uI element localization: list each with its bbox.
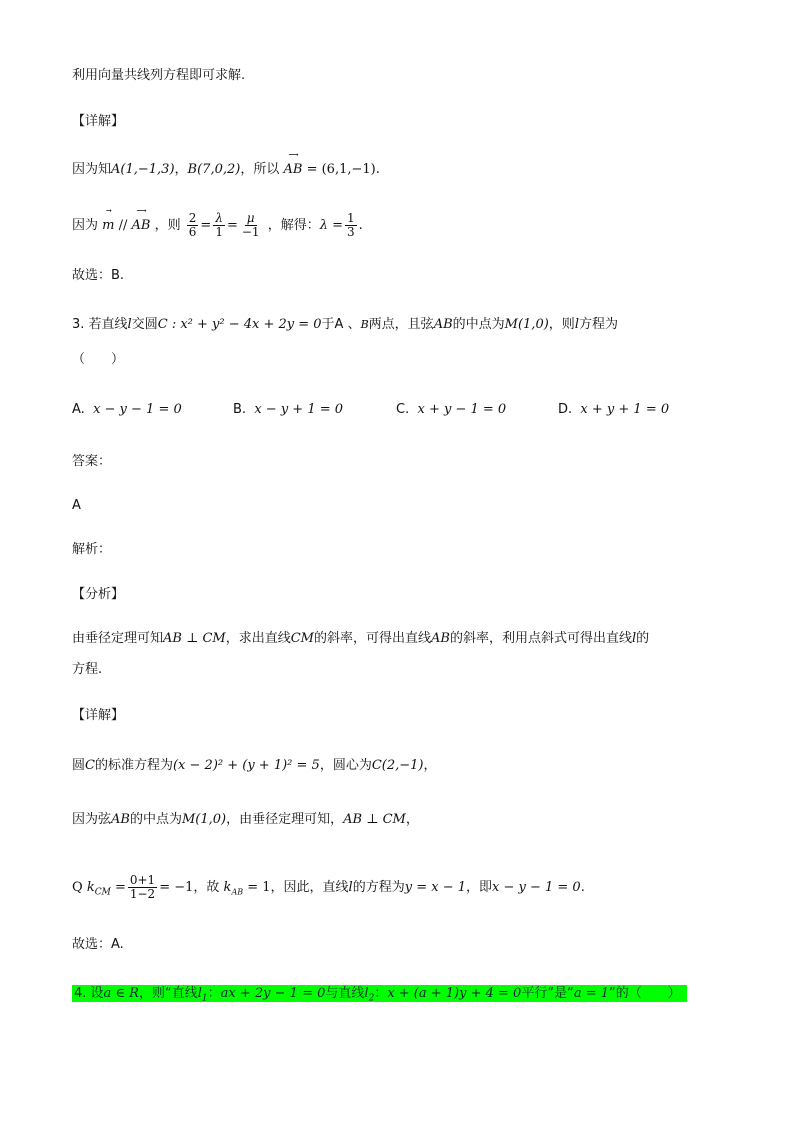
circle-equation: C : x² + y² − 4x + 2y = 0 <box>157 317 322 332</box>
analysis-line1 <box>72 629 649 649</box>
detail-line3 <box>72 874 585 903</box>
numerator: μ <box>246 211 255 225</box>
midpoint-m: M(1,0) <box>181 812 227 827</box>
numerator: λ <box>215 211 223 225</box>
numerator: 1 <box>346 211 355 225</box>
text: ，解得： <box>267 218 320 233</box>
text: . <box>358 218 363 233</box>
point-b: B <box>360 318 369 331</box>
vector-arrow-icon: → <box>105 206 111 215</box>
standard-equation: (x − 2)² + (y + 1)² = 5 <box>172 758 320 773</box>
fraction <box>128 874 157 901</box>
fraction <box>345 212 357 239</box>
circle-center: C(2,−1) <box>371 758 424 773</box>
q3-paren: （ ） <box>72 352 125 367</box>
because-symbol: Q <box>72 880 83 895</box>
midpoint-m: M(1,0) <box>504 317 549 332</box>
subscript: 1 <box>201 993 208 1004</box>
subscript: 2 <box>368 993 375 1004</box>
detail-heading: 【详解】 <box>72 114 125 129</box>
equals: = <box>226 218 238 233</box>
text: 因为 <box>72 218 99 233</box>
q4-highlight <box>72 985 687 1002</box>
equation-l2: x + (a + 1)y + 4 = 0 <box>387 986 522 1001</box>
text: 与直线 <box>325 986 365 1001</box>
detail1-line2 <box>72 206 363 239</box>
vector-m-label: m <box>102 218 115 233</box>
perpendicular: AB ⊥ CM <box>343 812 406 827</box>
denominator: 1−2 <box>129 887 156 901</box>
option-label: C. <box>396 402 410 417</box>
denominator: 1 <box>215 225 223 239</box>
circle-c: C <box>85 758 95 773</box>
chord-ab: AB <box>433 317 453 332</box>
line-l: l <box>127 317 132 332</box>
text: ： <box>207 986 221 1001</box>
detail1-answer: 故选：B. <box>72 268 125 283</box>
text: 因为知 <box>72 162 112 177</box>
text: ，故 <box>193 880 220 895</box>
text: ，所以 <box>240 162 280 177</box>
analysis-line2: 方程. <box>72 662 103 677</box>
analysis-label: 解析： <box>72 542 112 557</box>
condition: a = 1 <box>573 986 609 1001</box>
text: 的中点为 <box>452 317 505 332</box>
text: ， <box>174 162 188 177</box>
point-a: A(1,−1,3) <box>111 162 175 177</box>
answer-value: A <box>72 498 81 513</box>
vector-ab-label: AB <box>283 162 303 177</box>
slope-cm <box>86 880 111 898</box>
option-label: B. <box>233 402 247 417</box>
chord-ab: AB <box>431 631 450 646</box>
option-equation: x + y − 1 = 0 <box>417 402 507 417</box>
detail-line1 <box>72 756 437 776</box>
line-l: l <box>631 631 637 646</box>
text: 的中点为 <box>129 812 182 827</box>
slope-ab-value: = 1 <box>247 880 271 895</box>
slope-k: k <box>86 880 95 895</box>
chord-ab: AB <box>111 812 130 827</box>
fraction <box>213 212 225 239</box>
fraction <box>187 212 199 239</box>
final-equation: x − y − 1 = 0 <box>492 880 581 895</box>
denominator: 6 <box>188 225 197 239</box>
text: 圆 <box>72 758 86 773</box>
option-label: A. <box>72 402 85 417</box>
segment-cm: CM <box>290 631 314 646</box>
text: ， <box>405 812 419 827</box>
fraction <box>240 212 262 239</box>
text: ，则“直线 <box>138 986 198 1001</box>
denominator: −1 <box>241 225 260 239</box>
option-label: D. <box>558 402 573 417</box>
line-l2 <box>364 986 375 1004</box>
analysis-heading: 【分析】 <box>72 587 125 602</box>
detail-choice: 故选：A. <box>72 937 124 952</box>
answer-label: 答案： <box>72 454 112 469</box>
line-l1 <box>197 986 208 1004</box>
detail-heading: 【详解】 <box>72 708 125 723</box>
vector-arrow-icon: ⟶ <box>136 206 146 215</box>
text: 的斜率，可得出直线 <box>314 631 432 646</box>
text: 由垂径定理可知 <box>72 631 164 646</box>
text: 4. 设 <box>74 986 104 1001</box>
text: ”的（ ） <box>609 986 681 1001</box>
q4-stem <box>72 984 687 1009</box>
line-label: l <box>197 986 202 1001</box>
detail-line2 <box>72 810 419 830</box>
parallel-sign: // <box>114 218 132 233</box>
line-l: l <box>348 880 353 895</box>
option-c[interactable] <box>396 400 506 420</box>
text: 的方程为 <box>352 880 405 895</box>
option-equation: x − y − 1 = 0 <box>93 402 182 417</box>
option-d[interactable] <box>558 400 669 420</box>
text: 方程为 <box>578 317 618 332</box>
text: ： <box>374 986 388 1001</box>
vector-m <box>102 206 115 236</box>
vector-ab <box>283 150 303 180</box>
text: 3. 若直线 <box>72 317 128 332</box>
text: 平行”是“ <box>521 986 574 1001</box>
vector-ab <box>131 206 151 236</box>
denominator: 3 <box>346 225 355 239</box>
text: 的标准方程为 <box>94 758 173 773</box>
text: ，圆心为 <box>319 758 372 773</box>
slope-ab <box>224 880 244 895</box>
a-in-r: a ∈ R <box>103 986 139 1001</box>
text: ， <box>423 758 437 773</box>
option-equation: x − y + 1 = 0 <box>254 402 344 417</box>
lambda: λ = <box>319 218 343 233</box>
slope-k: k <box>223 880 232 895</box>
slope-subscript: CM <box>94 887 111 898</box>
vector-arrow-icon: ⟶ <box>288 150 298 159</box>
text: ，求出直线 <box>225 631 291 646</box>
slope-subscript: AB <box>231 887 244 897</box>
vector-ab-label: AB <box>131 218 151 233</box>
text: ，由垂径定理可知， <box>226 812 344 827</box>
text: ，因此，直线 <box>270 880 349 895</box>
text: 交圆 <box>131 317 158 332</box>
text: ，则 <box>548 317 575 332</box>
vector-ab-value: = (6,1,−1). <box>306 162 380 177</box>
equation-l1: ax + 2y − 1 = 0 <box>220 986 326 1001</box>
option-a[interactable] <box>72 400 182 420</box>
line-label: l <box>364 986 369 1001</box>
text: 于A 、 <box>321 317 361 332</box>
line-equation: y = x − 1 <box>404 880 466 895</box>
text: ，则 <box>154 218 181 233</box>
q3-stem <box>72 315 618 335</box>
result: = −1 <box>159 880 194 895</box>
text: 因为弦 <box>72 812 112 827</box>
text: 的斜率，利用点斜式可得出直线 <box>449 631 632 646</box>
line-l: l <box>574 317 579 332</box>
equals: = <box>200 218 212 233</box>
equals: = <box>114 880 126 895</box>
option-b[interactable] <box>233 400 343 420</box>
text: 两点，且弦 <box>368 317 434 332</box>
intro-text: 利用向量共线列方程即可求解. <box>72 68 246 83</box>
numerator: 2 <box>188 211 197 225</box>
point-b: B(7,0,2) <box>187 162 241 177</box>
perpendicular: AB ⊥ CM <box>163 631 226 646</box>
text: 的 <box>636 631 650 646</box>
numerator: 0+1 <box>129 873 156 887</box>
detail1-line1 <box>72 150 380 180</box>
text: . <box>580 880 585 895</box>
text: ，即 <box>466 880 493 895</box>
option-equation: x + y + 1 = 0 <box>580 402 670 417</box>
